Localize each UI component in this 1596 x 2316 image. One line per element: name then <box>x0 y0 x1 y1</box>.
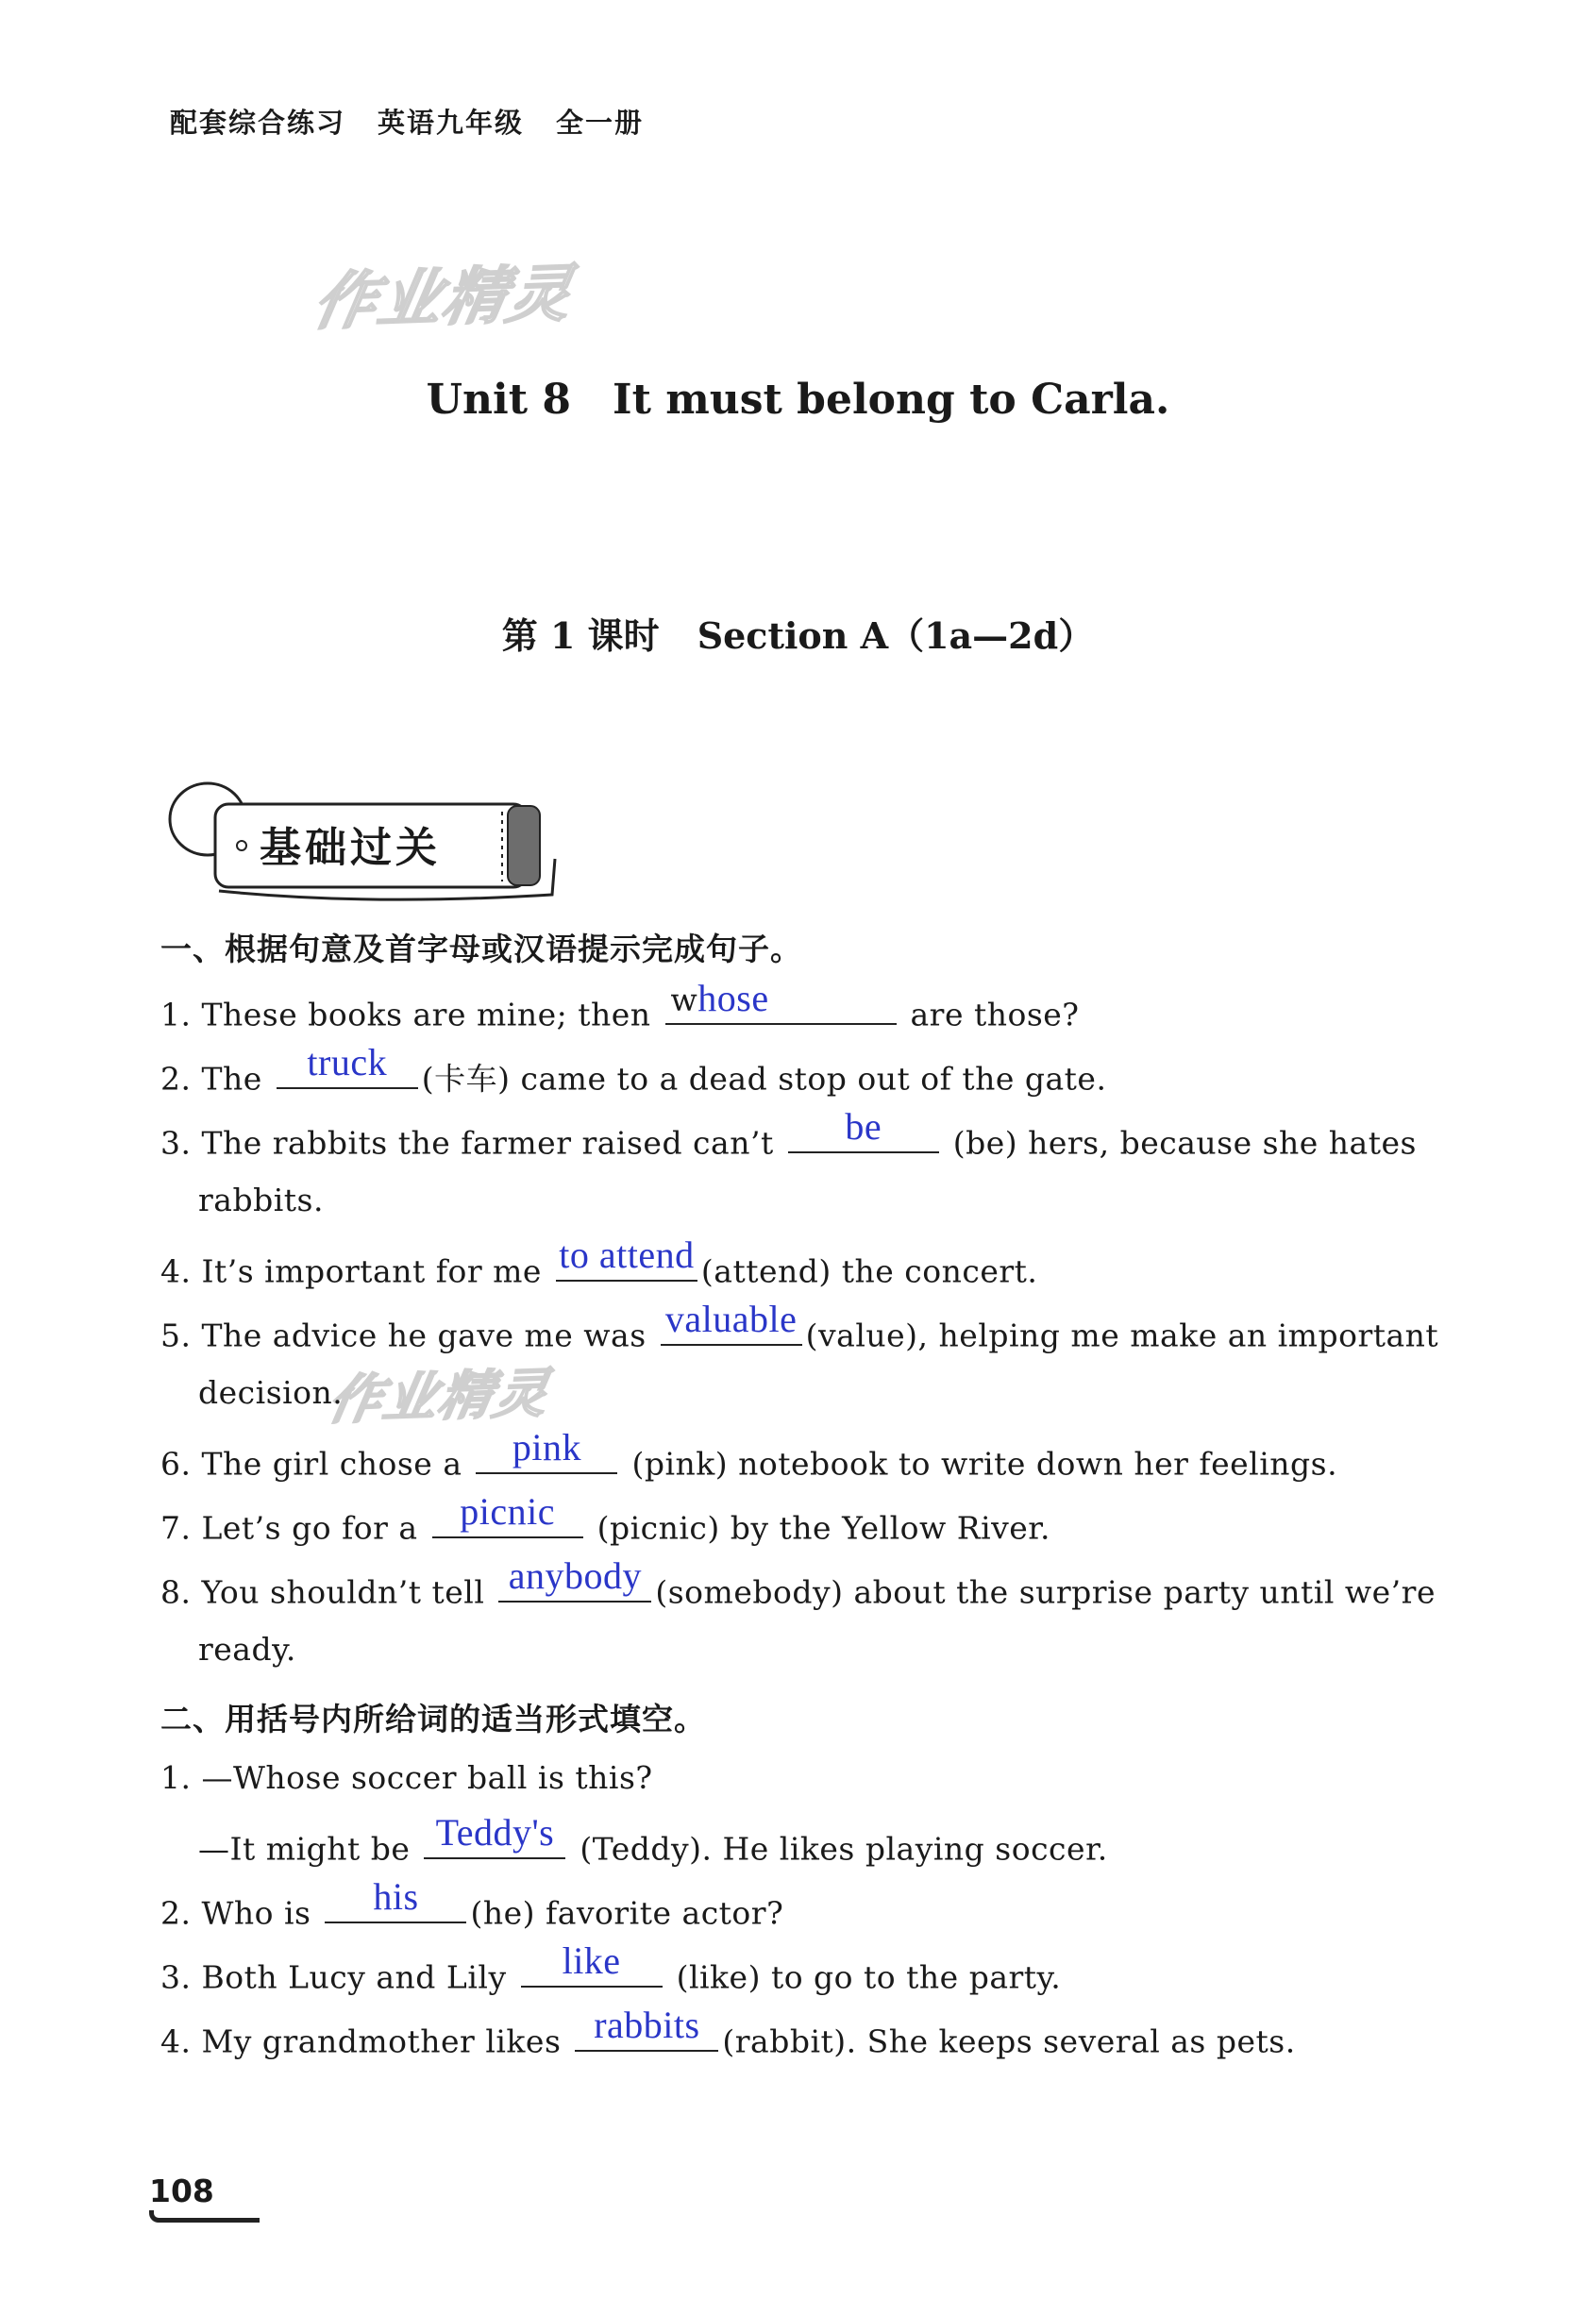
answer-blank[interactable]: like <box>521 1952 663 1988</box>
answer-blank[interactable]: anybody <box>498 1567 651 1603</box>
exercise-4: 4. My grandmother likes rabbits (rabbit). She keeps several as pets. <box>160 2004 1296 2060</box>
answer-blank[interactable]: be <box>788 1117 939 1153</box>
answer-blank[interactable]: valuable <box>661 1310 802 1346</box>
exercise-1-reply: —It might be Teddy's (Teddy). He likes playing soccer. <box>198 1811 1108 1868</box>
answer-blank[interactable]: rabbits <box>575 2016 718 2052</box>
header-series: 配套综合练习 <box>170 107 346 139</box>
question-7: 7. Let’s go for a picnic (picnic) by the Yellow River. <box>160 1490 1050 1547</box>
exercise-2: 2. Who is his (he) favorite actor? <box>160 1875 784 1932</box>
header-volume: 全一册 <box>556 107 645 139</box>
lesson-title <box>0 607 1596 659</box>
exercise-3: 3. Both Lucy and Lily like (like) to go to the party. <box>160 1939 1062 1996</box>
page-number-bracket <box>149 2210 260 2223</box>
lesson-section: Section A（1a—2d） <box>697 614 1095 657</box>
tag-label: 基础过关 <box>260 824 441 872</box>
exercise-1: 1. —Whose soccer ball is this? <box>160 1759 653 1796</box>
question-5: 5. The advice he gave me was valuable (value), helping me make an important <box>160 1298 1439 1354</box>
section-tag <box>160 764 566 906</box>
watermark: 作业精灵 <box>323 1362 555 1433</box>
unit-title <box>0 376 1596 424</box>
question-1: 1. These books are mine; then whose are those? <box>160 977 1080 1033</box>
question-6: 6. The girl chose a pink (pink) notebook to write down her feelings. <box>160 1426 1338 1483</box>
answer-blank[interactable]: Teddy's <box>424 1823 565 1859</box>
question-4: 4. It’s important for me to attend (attend) the concert. <box>160 1234 1038 1290</box>
page-number: 108 <box>149 2173 214 2209</box>
question-8-continuation: ready. <box>198 1631 296 1668</box>
unit-number: Unit 8 <box>426 376 571 424</box>
answer-blank[interactable]: picnic <box>432 1502 583 1538</box>
watermark: 作业精灵 <box>308 257 580 339</box>
question-8: 8. You shouldn’t tell anybody (somebody) about the surprise party until we’re <box>160 1554 1436 1611</box>
question-3: 3. The rabbits the farmer raised can’t be (be) hers, because she hates <box>160 1105 1417 1162</box>
answer-blank[interactable]: pink <box>476 1438 617 1474</box>
answer-blank[interactable]: whose <box>665 989 897 1025</box>
answer-blank[interactable]: his <box>325 1888 466 1923</box>
header-subject: 英语九年级 <box>378 107 525 139</box>
lesson-period: 第 1 课时 <box>501 614 660 657</box>
part2-heading: 二、用括号内所给词的适当形式填空。 <box>160 1701 706 1737</box>
question-5-continuation: decision. <box>198 1374 344 1411</box>
answer-blank[interactable]: truck <box>277 1053 418 1089</box>
part1-heading: 一、根据句意及首字母或汉语提示完成句子。 <box>160 931 802 967</box>
book-header <box>170 102 676 141</box>
unit-name: It must belong to Carla. <box>613 376 1170 424</box>
answer-blank[interactable]: to attend <box>556 1246 697 1282</box>
question-2: 2. The truck (卡车) came to a dead stop out of the gate. <box>160 1041 1107 1098</box>
question-3-continuation: rabbits. <box>198 1182 324 1218</box>
